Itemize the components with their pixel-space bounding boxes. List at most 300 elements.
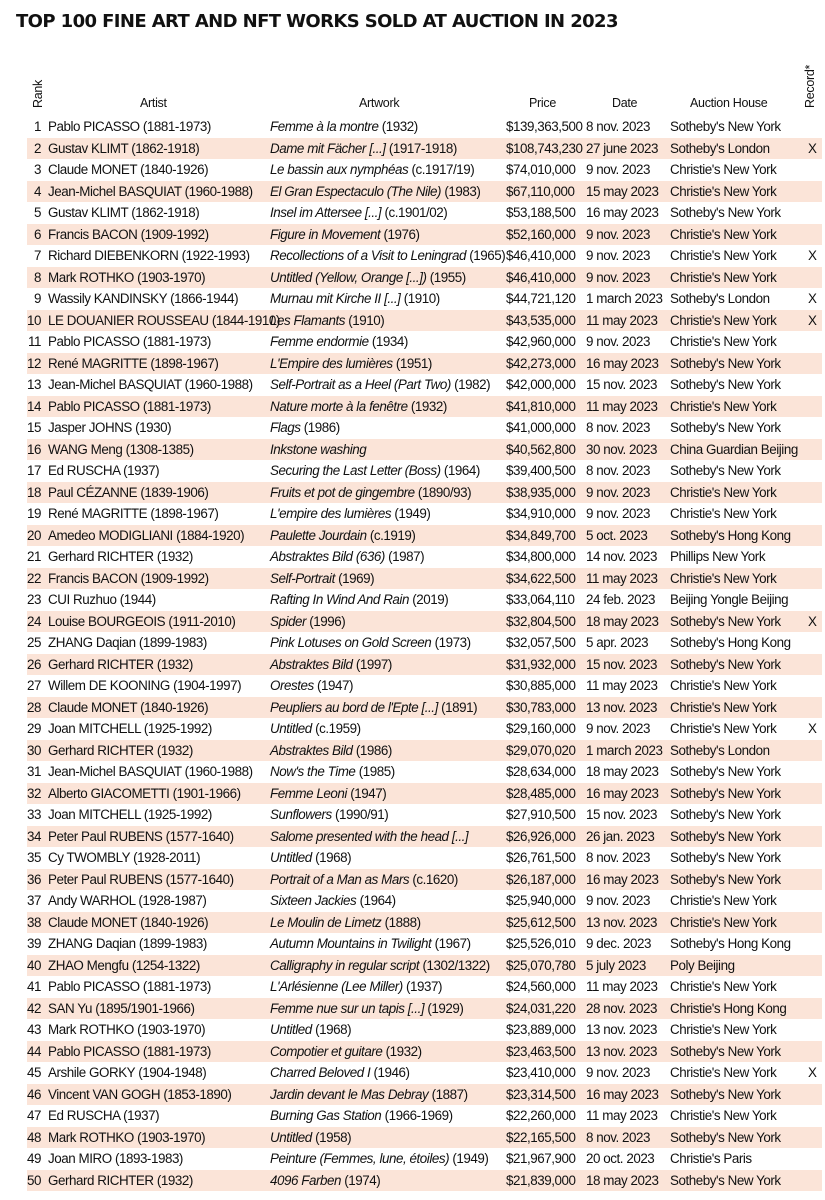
price-cell: $46,410,000 [506, 248, 576, 263]
artist-cell: Cy TWOMBLY (1928-2011) [48, 850, 201, 865]
artist-cell: ZHANG Daqian (1899-1983) [48, 635, 207, 650]
rank-cell: 31 [27, 764, 41, 779]
record-mark: X [808, 312, 817, 328]
rank-cell: 45 [27, 1065, 41, 1080]
auction-house-cell: Christie's New York [670, 721, 777, 736]
artist-cell: Claude MONET (1840-1926) [48, 914, 209, 930]
artwork-title: Dame mit Fächer [...] [270, 140, 386, 156]
price-cell: $23,463,500 [506, 1043, 576, 1059]
price-cell: $28,634,000 [506, 764, 576, 779]
artwork-year: (1932) [407, 398, 447, 414]
table-row [27, 1170, 822, 1192]
rank-cell: 8 [34, 269, 41, 285]
date-cell: 15 nov. 2023 [586, 377, 658, 392]
table-row [27, 804, 822, 826]
rank-cell: 47 [27, 1108, 41, 1123]
artwork-title: Untitled [270, 1022, 312, 1037]
date-cell: 18 may 2023 [586, 764, 659, 779]
artwork-cell [270, 353, 432, 375]
artist-cell: Vincent VAN GOGH (1853-1890) [48, 1086, 232, 1102]
date-cell: 11 may 2023 [586, 678, 658, 693]
table-row [27, 1148, 822, 1170]
auction-house-cell: Christie's New York [670, 312, 777, 328]
table-row [27, 1127, 822, 1149]
artwork-cell [270, 912, 421, 934]
artwork-cell [270, 675, 353, 697]
artwork-year: (1937) [402, 979, 442, 994]
artwork-cell [270, 847, 351, 869]
table-row [27, 998, 822, 1020]
price-cell: $21,967,900 [506, 1151, 576, 1166]
date-cell: 15 nov. 2023 [586, 807, 658, 822]
artwork-year: (1949) [391, 506, 431, 521]
date-cell: 11 may 2023 [586, 1108, 658, 1123]
rank-cell: 21 [27, 549, 41, 564]
artwork-year: (1949) [449, 1151, 489, 1166]
artist-cell: René MAGRITTE (1898-1967) [48, 506, 219, 521]
table-row [27, 976, 822, 998]
table-row [27, 310, 822, 332]
rank-cell: 18 [27, 484, 41, 500]
artist-cell: Alberto GIACOMETTI (1901-1966) [48, 785, 241, 801]
artwork-cell [270, 869, 458, 891]
auction-house-cell: Christie's New York [670, 269, 777, 285]
rank-cell: 20 [27, 527, 41, 543]
artwork-title: Securing the Last Letter (Boss) [270, 463, 441, 478]
table-row [27, 482, 822, 504]
record-mark: X [808, 248, 817, 263]
table-row [27, 847, 822, 869]
table-row [27, 439, 822, 461]
table-row [27, 654, 822, 676]
artist-cell: Francis BACON (1909-1992) [48, 570, 209, 586]
artwork-year: (1917-1918) [385, 140, 457, 156]
artwork-cell [270, 568, 374, 590]
artwork-cell [270, 546, 424, 568]
artwork-title: Salome presented with the head [...] [270, 828, 469, 844]
artist-cell: Paul CÉZANNE (1839-1906) [48, 484, 209, 500]
record-mark: X [808, 613, 817, 629]
artwork-title: Femme nue sur un tapis [...] [270, 1000, 425, 1016]
artwork-title: Sunflowers [270, 807, 332, 822]
artwork-year: (1947) [346, 785, 387, 801]
artwork-cell [270, 955, 490, 977]
date-cell: 8 nov. 2023 [586, 119, 651, 134]
auction-house-cell: Sotheby's New York [670, 119, 781, 134]
date-cell: 9 nov. 2023 [586, 334, 651, 349]
artist-cell: ZHAO Mengfu (1254-1322) [48, 957, 200, 973]
artwork-cell [270, 116, 418, 138]
date-cell: 18 may 2023 [586, 613, 659, 629]
date-cell: 9 nov. 2023 [586, 893, 651, 908]
rank-cell: 7 [34, 248, 41, 263]
table-row [27, 826, 822, 848]
artwork-year: (1929) [424, 1000, 464, 1016]
artwork-year: (1987) [384, 549, 425, 564]
auction-house-cell: Christie's New York [670, 398, 777, 414]
auction-house-cell: Sotheby's New York [670, 1172, 781, 1188]
auction-house-cell: Christie's New York [670, 1022, 777, 1037]
artist-cell: Gerhard RICHTER (1932) [48, 656, 193, 672]
artwork-title: Pink Lotuses on Gold Screen [270, 635, 432, 650]
artwork-year: (1932) [382, 1043, 422, 1059]
artwork-cell [270, 589, 448, 611]
artist-cell: Pablo PICASSO (1881-1973) [48, 398, 211, 414]
artwork-year: (c.1901/02) [381, 205, 448, 220]
rank-cell: 10 [27, 312, 41, 328]
table-row [27, 1062, 822, 1084]
auction-house-cell: Christie's New York [670, 1108, 777, 1123]
price-cell: $25,070,780 [506, 957, 576, 973]
date-cell: 13 nov. 2023 [586, 914, 658, 930]
artist-cell: Joan MITCHELL (1925-1992) [48, 807, 212, 822]
price-cell: $34,910,000 [506, 506, 576, 521]
artwork-cell [270, 396, 447, 418]
artwork-year: (1968) [311, 1022, 352, 1037]
date-cell: 13 nov. 2023 [586, 699, 658, 715]
artwork-title: Nature morte à la fenêtre [270, 398, 408, 414]
auction-house-cell: Sotheby's New York [670, 807, 781, 822]
auction-house-cell: Sotheby's London [670, 742, 770, 758]
artwork-title: Peinture (Femmes, lune, étoiles) [270, 1151, 450, 1166]
artwork-year: (1888) [381, 914, 421, 930]
artwork-title: Charred Beloved I [270, 1065, 371, 1080]
artwork-year: (1910) [344, 312, 385, 328]
table-row [27, 245, 822, 267]
rank-cell: 1 [34, 119, 41, 134]
artwork-year: (1910) [400, 291, 440, 306]
date-cell: 9 nov. 2023 [586, 506, 651, 521]
artwork-title: Self-Portrait [270, 570, 335, 586]
price-cell: $67,110,000 [506, 183, 575, 199]
price-cell: $22,165,500 [506, 1129, 576, 1145]
artwork-title: Murnau mit Kirche II [...] [270, 291, 401, 306]
price-cell: $31,932,000 [506, 656, 576, 672]
rank-cell: 42 [27, 1000, 41, 1016]
date-cell: 14 nov. 2023 [586, 549, 658, 564]
artwork-cell [270, 181, 480, 203]
artwork-year: (1986) [352, 742, 392, 758]
date-cell: 16 may 2023 [586, 205, 659, 220]
price-cell: $23,410,000 [506, 1065, 576, 1080]
artist-cell: Gustav KLIMT (1862-1918) [48, 205, 200, 220]
artwork-cell [270, 998, 463, 1020]
rank-cell: 35 [27, 850, 41, 865]
price-cell: $23,889,000 [506, 1022, 576, 1037]
table-row [27, 159, 822, 181]
table-row [27, 568, 822, 590]
rank-cell: 28 [27, 699, 41, 715]
artwork-title: Sixteen Jackies [270, 893, 357, 908]
rank-cell: 37 [27, 893, 41, 908]
artwork-cell [270, 1084, 468, 1106]
table-row [27, 718, 822, 740]
artist-cell: CUI Ruzhuo (1944) [48, 592, 156, 607]
artwork-title: Compotier et guitare [270, 1043, 383, 1059]
auction-house-cell: Christie's New York [670, 506, 777, 521]
rank-cell: 27 [27, 678, 41, 693]
price-cell: $139,363,500 [506, 119, 583, 134]
artwork-cell [270, 697, 477, 719]
date-cell: 9 nov. 2023 [586, 721, 651, 736]
artwork-year: (1964) [440, 463, 480, 478]
artwork-title: Abstraktes Bild [270, 656, 353, 672]
artist-cell: Claude MONET (1840-1926) [48, 162, 209, 177]
auction-house-cell: Sotheby's New York [670, 1043, 781, 1059]
artist-cell: Louise BOURGEOIS (1911-2010) [48, 613, 236, 629]
header-artist: Artist [140, 96, 167, 110]
rank-cell: 11 [28, 334, 41, 349]
date-cell: 16 may 2023 [586, 871, 659, 887]
artwork-title: Abstraktes Bild [270, 742, 353, 758]
artwork-year: (1890/93) [414, 484, 472, 500]
auction-house-cell: Christie's New York [670, 979, 777, 994]
auction-house-cell: Christie's New York [670, 914, 777, 930]
artist-cell: Francis BACON (1909-1992) [48, 226, 209, 242]
auction-house-cell: Sotheby's London [670, 291, 770, 306]
auction-house-cell: Sotheby's Hong Kong [670, 527, 791, 543]
artwork-cell [270, 632, 471, 654]
rank-cell: 25 [27, 635, 41, 650]
date-cell: 8 nov. 2023 [586, 463, 651, 478]
header-price: Price [529, 96, 556, 110]
auction-house-cell: Sotheby's New York [670, 764, 781, 779]
table-row [27, 1019, 822, 1041]
date-cell: 8 nov. 2023 [586, 1129, 651, 1145]
artist-cell: Peter Paul RUBENS (1577-1640) [48, 828, 234, 844]
rank-cell: 44 [27, 1043, 41, 1059]
artwork-cell [270, 374, 490, 396]
auction-house-cell: Christie's Paris [670, 1151, 752, 1166]
rank-cell: 26 [27, 656, 41, 672]
artwork-cell [270, 718, 361, 740]
artwork-cell [270, 611, 345, 633]
artist-cell: Peter Paul RUBENS (1577-1640) [48, 871, 234, 887]
rank-cell: 24 [27, 613, 41, 629]
artwork-title: Untitled [270, 850, 312, 865]
table-row [27, 138, 822, 160]
artwork-title: Orestes [270, 678, 314, 693]
table-row [27, 1084, 822, 1106]
date-cell: 20 oct. 2023 [586, 1151, 655, 1166]
record-mark: X [808, 140, 817, 156]
rank-cell: 34 [27, 828, 41, 844]
table-row [27, 783, 822, 805]
date-cell: 1 march 2023 [586, 742, 663, 758]
auction-house-cell: Sotheby's New York [670, 850, 781, 865]
artist-cell: SAN Yu (1895/1901-1966) [48, 1000, 195, 1016]
artwork-cell [270, 1062, 410, 1084]
auction-house-cell: Phillips New York [670, 549, 766, 564]
table-row [27, 589, 822, 611]
auction-house-cell: Christie's New York [670, 248, 777, 263]
artwork-cell [270, 202, 447, 224]
rank-cell: 32 [27, 785, 41, 801]
artist-cell: WANG Meng (1308-1385) [48, 441, 194, 457]
artwork-year: (1965) [466, 248, 506, 263]
auction-house-cell: Sotheby's London [670, 140, 770, 156]
artist-cell: Wassily KANDINSKY (1866-1944) [48, 291, 239, 306]
price-cell: $32,804,500 [506, 613, 576, 629]
price-cell: $29,070,020 [506, 742, 576, 758]
artwork-title: Jardin devant le Mas Debray [270, 1086, 429, 1102]
date-cell: 9 nov. 2023 [586, 484, 651, 500]
price-cell: $41,000,000 [506, 420, 576, 435]
rank-cell: 46 [27, 1086, 41, 1102]
artwork-title: Flags [270, 420, 301, 435]
auction-house-cell: Sotheby's New York [670, 205, 781, 220]
table-row [27, 697, 822, 719]
table-row [27, 331, 822, 353]
artwork-year: (1997) [352, 656, 392, 672]
artwork-year: (1982) [450, 377, 491, 392]
artwork-title: Paulette Jourdain [270, 527, 367, 543]
artist-cell: Richard DIEBENKORN (1922-1993) [48, 248, 250, 263]
auction-house-cell: Christie's New York [670, 226, 777, 242]
artist-cell: Pablo PICASSO (1881-1973) [48, 979, 211, 994]
artwork-cell [270, 740, 392, 762]
artwork-year: (1934) [368, 334, 408, 349]
artwork-year: (1969) [334, 570, 375, 586]
artwork-cell [270, 826, 468, 848]
artwork-year: (1964) [356, 893, 396, 908]
price-cell: $42,273,000 [506, 355, 576, 371]
auction-house-cell: Christie's New York [670, 678, 777, 693]
artwork-cell [270, 1105, 453, 1127]
rank-cell: 48 [27, 1129, 41, 1145]
table-row [27, 740, 822, 762]
rank-cell: 15 [27, 420, 41, 435]
artist-cell: Mark ROTHKO (1903-1970) [48, 269, 206, 285]
header-rank: Rank [31, 80, 45, 108]
table-row [27, 181, 822, 203]
artwork-cell [270, 224, 420, 246]
auction-house-cell: Sotheby's New York [670, 377, 781, 392]
price-cell: $34,622,500 [506, 570, 576, 586]
auction-house-cell: Sotheby's New York [670, 785, 781, 801]
price-cell: $53,188,500 [506, 205, 576, 220]
table-row [27, 869, 822, 891]
artist-cell: Amedeo MODIGLIANI (1884-1920) [48, 527, 245, 543]
artwork-title: Untitled [270, 1129, 312, 1145]
table-row [27, 632, 822, 654]
table-row [27, 525, 822, 547]
price-cell: $25,612,500 [506, 914, 576, 930]
rank-cell: 17 [27, 463, 41, 478]
artwork-cell [270, 804, 388, 826]
artwork-cell [270, 331, 408, 353]
artwork-cell [270, 245, 505, 267]
artwork-title: Spider [270, 613, 307, 629]
artist-cell: Gustav KLIMT (1862-1918) [48, 140, 200, 156]
artwork-cell [270, 288, 440, 310]
artwork-year: (1983) [441, 183, 481, 199]
artist-cell: Pablo PICASSO (1881-1973) [48, 1043, 211, 1059]
artwork-year: (1990/91) [331, 807, 389, 822]
date-cell: 8 nov. 2023 [586, 850, 651, 865]
date-cell: 9 nov. 2023 [586, 226, 651, 242]
auction-house-cell: Sotheby's New York [670, 613, 781, 629]
artist-cell: Andy WARHOL (1928-1987) [48, 893, 207, 908]
auction-house-cell: Poly Beijing [670, 957, 735, 973]
auction-house-cell: Sotheby's New York [670, 1086, 781, 1102]
table-row [27, 675, 822, 697]
artist-cell: Mark ROTHKO (1903-1970) [48, 1022, 206, 1037]
artwork-cell [270, 761, 395, 783]
date-cell: 9 nov. 2023 [586, 162, 651, 177]
artwork-year: (c.1917/19) [408, 162, 475, 177]
rank-cell: 22 [27, 570, 41, 586]
artist-cell: Gerhard RICHTER (1932) [48, 1172, 193, 1188]
auction-house-cell: Sotheby's New York [670, 420, 781, 435]
artwork-title: Le bassin aux nymphéas [270, 162, 409, 177]
price-cell: $27,910,500 [506, 807, 576, 822]
price-cell: $46,410,000 [506, 269, 576, 285]
artwork-cell [270, 1041, 422, 1063]
artwork-year: (1974) [341, 1172, 381, 1188]
table-row [27, 116, 822, 138]
artwork-year: (c.1919) [366, 527, 416, 543]
auction-house-cell: Christie's New York [670, 570, 777, 586]
artwork-cell [270, 890, 396, 912]
artwork-year: (1891) [437, 699, 478, 715]
artwork-title: L'Arlésienne (Lee Miller) [270, 979, 403, 994]
artwork-cell [270, 138, 457, 160]
auction-house-cell: Sotheby's Hong Kong [670, 936, 791, 951]
price-cell: $42,960,000 [506, 334, 576, 349]
rank-cell: 6 [34, 226, 41, 242]
rank-cell: 2 [34, 140, 41, 156]
artwork-cell [270, 933, 471, 955]
table-row [27, 417, 822, 439]
table-row [27, 890, 822, 912]
artwork-cell [270, 267, 466, 289]
artwork-year: (1973) [431, 635, 471, 650]
artwork-cell [270, 1019, 351, 1041]
rank-cell: 30 [27, 742, 41, 758]
artist-cell: Ed RUSCHA (1937) [48, 463, 160, 478]
record-mark: X [808, 721, 817, 736]
rank-cell: 33 [27, 807, 41, 822]
price-cell: $38,935,000 [506, 484, 576, 500]
table-row [27, 374, 822, 396]
artwork-cell [270, 482, 471, 504]
artwork-title: Le Moulin de Limetz [270, 914, 382, 930]
artwork-year: (1958) [311, 1129, 352, 1145]
price-cell: $30,783,000 [506, 699, 576, 715]
artwork-year: (1302/1322) [419, 957, 490, 973]
artwork-cell [270, 417, 340, 439]
rank-cell: 39 [27, 936, 41, 951]
artwork-cell [270, 525, 415, 547]
artwork-year: (1955) [426, 269, 466, 285]
table-row [27, 288, 822, 310]
price-cell: $52,160,000 [506, 226, 576, 242]
price-cell: $25,526,010 [506, 936, 576, 951]
artwork-cell [270, 439, 366, 461]
table-row [27, 611, 822, 633]
header-artwork: Artwork [359, 96, 400, 110]
header-date: Date [612, 96, 638, 110]
price-cell: $26,926,000 [506, 828, 576, 844]
auction-table [27, 116, 822, 1191]
date-cell: 15 may 2023 [586, 183, 659, 199]
date-cell: 13 nov. 2023 [586, 1043, 658, 1059]
artwork-title: L'empire des lumières [270, 506, 392, 521]
table-row [27, 955, 822, 977]
artist-cell: Willem DE KOONING (1904-1997) [48, 678, 242, 693]
artwork-cell [270, 159, 474, 181]
